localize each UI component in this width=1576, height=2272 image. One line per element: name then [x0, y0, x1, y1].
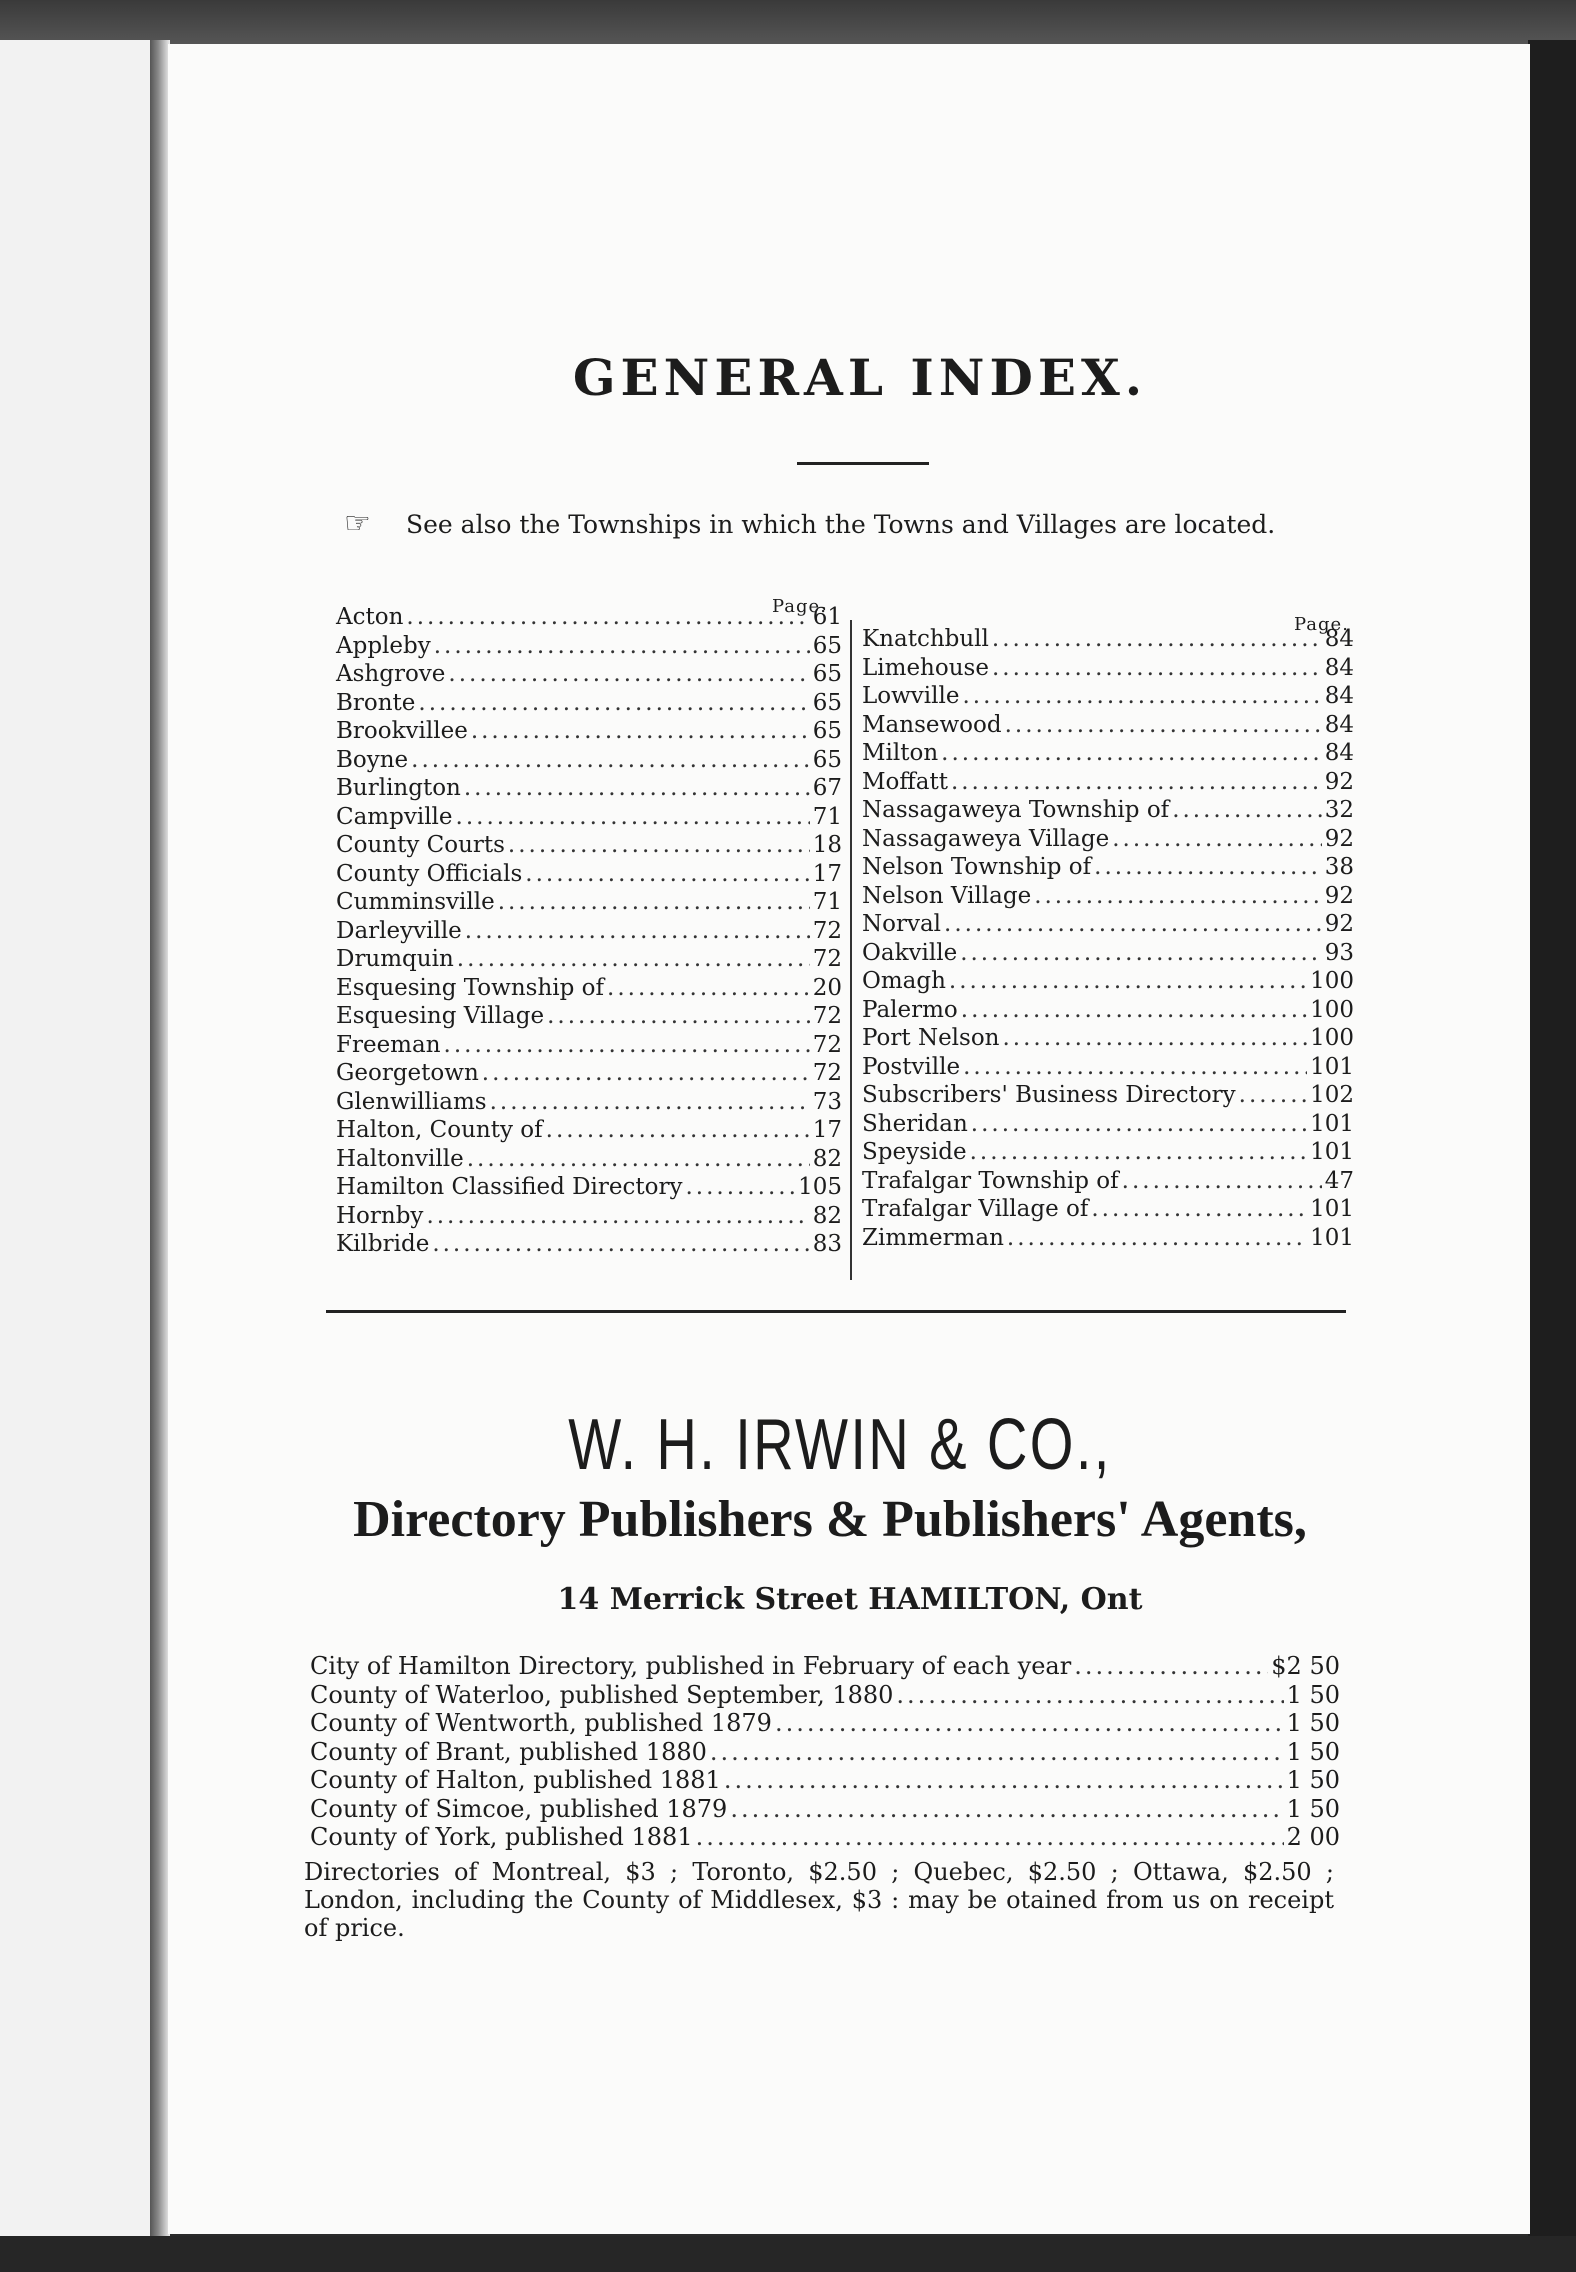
index-entry-name: Speyside: [862, 1139, 967, 1165]
index-entry-value: 18: [812, 832, 842, 858]
leader-dots: [607, 975, 810, 1001]
index-entry: [862, 1111, 1354, 1140]
index-entry: [336, 1003, 842, 1032]
index-entry-value: 72: [812, 1003, 842, 1029]
index-entry: [862, 683, 1354, 712]
index-entry: [862, 740, 1354, 769]
leader-dots: [471, 718, 810, 744]
page-header-right: Page.: [1294, 614, 1349, 635]
index-entry: [862, 712, 1354, 741]
index-entry-name: Hamilton Classified Directory: [336, 1174, 683, 1200]
directory-entry-value: 1 50: [1286, 1794, 1340, 1823]
index-entry-value: 17: [812, 1117, 842, 1143]
leader-dots: [992, 655, 1322, 681]
index-entry-name: Acton: [336, 604, 404, 630]
leader-dots: [685, 1174, 795, 1200]
index-entry-value: 65: [812, 746, 842, 773]
index-entry-name: Zimmerman: [862, 1224, 1004, 1251]
index-entry-value: 65: [812, 661, 842, 687]
index-entry-value: 101: [1310, 1053, 1354, 1080]
index-entry-value: 100: [1310, 996, 1354, 1023]
book-binding: [150, 40, 170, 2240]
index-entry-value: 84: [1324, 711, 1354, 738]
index-entry-value: 82: [812, 1202, 842, 1229]
leader-dots: [546, 1117, 810, 1143]
index-entry: [862, 769, 1354, 798]
index-entry-name: Nelson Township of: [862, 854, 1092, 880]
leader-dots: [1112, 826, 1321, 852]
directory-entry-name: City of Hamilton Directory, published in February of each year: [310, 1652, 1072, 1680]
leader-dots: [1122, 1168, 1322, 1194]
leader-dots: [971, 1111, 1307, 1137]
leader-dots: [418, 690, 809, 716]
index-entry-value: 72: [812, 1031, 842, 1058]
index-entry-name: Freeman: [336, 1031, 441, 1058]
facing-page-margin: [0, 40, 152, 2240]
directory-entry: [310, 1823, 1340, 1852]
leader-dots: [406, 604, 809, 630]
index-entry-value: 101: [1310, 1110, 1354, 1137]
index-entry-name: Trafalgar Township of: [862, 1167, 1119, 1194]
index-entry-name: Palermo: [862, 996, 958, 1023]
leader-dots: [949, 968, 1307, 994]
index-entry: [862, 883, 1354, 912]
leader-dots: [992, 626, 1322, 652]
index-entry-name: Appleby: [336, 632, 431, 659]
directory-entry-name: County of Halton, published 1881: [310, 1766, 721, 1794]
leader-dots: [444, 1032, 810, 1058]
index-note: [344, 508, 1374, 541]
leader-dots: [962, 683, 1321, 709]
index-entry: [862, 826, 1354, 855]
directory-footer-note: Directories of Montreal, $3 ; Toronto, $2.50 ; Quebec, $2.50 ; Ottawa, $2.50 ; London, including the County of Middlesex, $3 : may be otained from us on receipt of price.: [304, 1858, 1334, 1942]
index-entry-name: Postville: [862, 1053, 961, 1080]
index-entry-name: Halton, County of: [336, 1117, 543, 1143]
index-entry-value: 65: [812, 718, 842, 744]
index-entry-name: Burlington: [336, 775, 461, 801]
index-entry: [336, 832, 842, 861]
index-entry-name: Knatchbull: [862, 626, 989, 652]
index-entry-name: County Courts: [336, 832, 505, 858]
directory-entry-value: 1 50: [1286, 1680, 1340, 1709]
index-entry-name: Ashgrove: [336, 661, 446, 687]
index-entry: [336, 604, 842, 633]
leader-dots: [426, 1203, 809, 1229]
leader-dots: [464, 775, 810, 801]
column-divider: [850, 620, 852, 1280]
index-entry-name: Drumquin: [336, 946, 454, 972]
leader-dots: [951, 769, 1322, 795]
leader-dots: [1003, 1025, 1308, 1051]
index-entry-value: 100: [1310, 1025, 1354, 1051]
leader-dots: [1007, 1225, 1307, 1251]
index-entry: [336, 775, 842, 804]
index-entry-name: Port Nelson: [862, 1025, 1000, 1051]
directory-entry-value: $2 50: [1271, 1652, 1340, 1680]
index-entry: [336, 1060, 842, 1089]
index-entry: [336, 1032, 842, 1061]
index-entry-name: Haltonville: [336, 1145, 464, 1172]
index-entry-name: County Officials: [336, 860, 523, 887]
index-entry-value: 65: [812, 632, 842, 659]
leader-dots: [730, 1795, 1283, 1823]
directory-entry-name: County of York, published 1881: [310, 1823, 693, 1851]
index-entry: [336, 1117, 842, 1146]
index-entry-name: Esquesing Village: [336, 1003, 545, 1029]
index-entry: [862, 1196, 1354, 1225]
index-entry-value: 82: [812, 1145, 842, 1172]
leader-dots: [467, 1146, 810, 1172]
index-entry: [862, 1082, 1354, 1111]
directory-entry-value: 1 50: [1286, 1709, 1340, 1737]
index-entry: [862, 655, 1354, 684]
leader-dots: [896, 1681, 1283, 1709]
index-entry: [862, 626, 1354, 655]
directory-entry: [310, 1652, 1340, 1681]
index-left-column: [336, 604, 842, 1260]
index-entry-name: Mansewood: [862, 711, 1002, 738]
index-entry-value: 47: [1324, 1167, 1354, 1194]
index-entry: [336, 747, 842, 776]
index-entry-value: 83: [812, 1231, 842, 1257]
directory-entry-value: 1 50: [1286, 1766, 1340, 1794]
index-entry-value: 105: [798, 1174, 842, 1200]
index-entry: [862, 1139, 1354, 1168]
index-entry-value: 61: [812, 604, 842, 630]
index-entry-name: Boyne: [336, 746, 409, 773]
leader-dots: [970, 1139, 1308, 1165]
index-entry: [862, 940, 1354, 969]
directory-entry: [310, 1766, 1340, 1795]
index-entry-name: Oakville: [862, 939, 958, 966]
directory-entry: [310, 1795, 1340, 1824]
leader-dots: [1239, 1082, 1307, 1108]
scan-right-edge: [1528, 40, 1576, 2272]
page-header-left: Page.: [772, 596, 827, 617]
leader-dots: [456, 804, 810, 830]
index-entry-value: 67: [812, 775, 842, 801]
index-entry-value: 32: [1324, 797, 1354, 823]
index-entry-value: 93: [1324, 939, 1354, 966]
leader-dots: [482, 1060, 810, 1086]
leader-dots: [775, 1709, 1284, 1737]
company-address: 14 Merrick Street HAMILTON, Ont: [557, 1582, 1143, 1617]
index-entry-value: 84: [1324, 683, 1354, 709]
index-entry-name: Moffatt: [862, 768, 948, 795]
index-entry-value: 92: [1324, 825, 1354, 852]
leader-dots: [411, 747, 810, 773]
index-entry-name: Nelson Village: [862, 882, 1032, 909]
index-title: GENERAL INDEX.: [572, 348, 1148, 407]
leader-dots: [710, 1738, 1284, 1766]
index-entry-value: 92: [1324, 768, 1354, 795]
index-entry: [336, 1089, 842, 1118]
directory-entry-value: 1 50: [1286, 1737, 1340, 1766]
leader-dots: [963, 1054, 1307, 1080]
directory-entry: [310, 1709, 1340, 1738]
index-entry: [862, 968, 1354, 997]
index-entry: [336, 1203, 842, 1232]
index-entry-value: 84: [1324, 740, 1354, 766]
leader-dots: [961, 997, 1307, 1023]
index-entry-name: Georgetown: [336, 1060, 479, 1086]
leader-dots: [465, 918, 810, 944]
leader-dots: [941, 740, 1322, 766]
pointing-hand-icon: ☞: [344, 506, 371, 541]
index-entry-name: Subscribers' Business Directory: [862, 1082, 1236, 1108]
directory-entry-name: County of Waterloo, published September, 1880: [310, 1680, 894, 1709]
index-entry-value: 72: [812, 1060, 842, 1086]
index-entry-value: 20: [812, 974, 842, 1001]
index-entry-value: 65: [812, 689, 842, 716]
index-note-text: See also the Townships in which the Towns and Villages are located.: [406, 510, 1276, 539]
index-entry: [336, 946, 842, 975]
directory-entry-name: County of Brant, published 1880: [310, 1737, 707, 1766]
section-rule: [326, 1310, 1346, 1313]
scan-bottom-edge: [0, 2236, 1576, 2272]
index-entry: [862, 854, 1354, 883]
index-entry-name: Hornby: [336, 1202, 424, 1229]
company-name: W. H. IRWIN & CO.,: [568, 1405, 1112, 1485]
index-entry: [862, 1025, 1354, 1054]
index-entry: [336, 918, 842, 947]
index-entry-value: 72: [812, 917, 842, 944]
index-entry-name: Darleyville: [336, 917, 462, 944]
leader-dots: [498, 889, 810, 915]
index-entry-value: 102: [1310, 1082, 1354, 1108]
index-entry: [336, 889, 842, 918]
index-entry-name: Cumminsville: [336, 889, 495, 915]
index-entry-name: Norval: [862, 911, 942, 937]
index-entry-name: Sheridan: [862, 1110, 968, 1137]
leader-dots: [432, 1231, 809, 1257]
index-entry: [336, 1146, 842, 1175]
index-entry-name: Kilbride: [336, 1231, 430, 1257]
index-entry: [336, 661, 842, 690]
index-entry-value: 92: [1324, 882, 1354, 909]
index-entry-value: 71: [812, 803, 842, 830]
index-entry-name: Glenwilliams: [336, 1088, 487, 1115]
leader-dots: [960, 940, 1322, 966]
leader-dots: [490, 1089, 810, 1115]
index-entry-name: Milton: [862, 740, 939, 766]
index-entry: [336, 1174, 842, 1203]
index-entry-value: 72: [812, 946, 842, 972]
leader-dots: [1094, 854, 1322, 880]
index-entry-name: Nassagaweya Village: [862, 825, 1110, 852]
index-entry: [336, 1231, 842, 1260]
index-entry: [336, 633, 842, 662]
leader-dots: [1005, 712, 1322, 738]
index-entry-name: Nassagaweya Township of: [862, 797, 1170, 823]
leader-dots: [724, 1766, 1284, 1794]
company-tagline: Directory Publishers & Publishers' Agents,: [353, 1491, 1307, 1548]
leader-dots: [457, 946, 810, 972]
index-entry: [862, 997, 1354, 1026]
index-entry-value: 92: [1324, 911, 1354, 937]
index-entry-name: Campville: [336, 803, 453, 830]
directory-entry: [310, 1738, 1340, 1767]
index-entry: [336, 861, 842, 890]
index-entry-value: 38: [1324, 854, 1354, 880]
leader-dots: [1172, 797, 1322, 823]
leader-dots: [434, 633, 810, 659]
index-entry-name: Limehouse: [862, 654, 989, 681]
index-entry: [336, 804, 842, 833]
leader-dots: [508, 832, 810, 858]
index-entry-name: Esquesing Township of: [336, 974, 605, 1001]
index-entry-value: 101: [1310, 1196, 1354, 1222]
leader-dots: [525, 861, 809, 887]
index-entry: [862, 1054, 1354, 1083]
index-entry-name: Omagh: [862, 968, 946, 994]
index-entry-value: 100: [1310, 968, 1354, 994]
index-entry: [862, 797, 1354, 826]
directory-entry-value: 2 00: [1286, 1823, 1340, 1851]
index-entry-value: 71: [812, 889, 842, 915]
directory-entry: [310, 1681, 1340, 1710]
leader-dots: [1074, 1652, 1268, 1680]
index-entry-name: Trafalgar Village of: [862, 1196, 1089, 1222]
directory-entry-name: County of Wentworth, published 1879: [310, 1709, 772, 1737]
leader-dots: [944, 911, 1322, 937]
index-entry-name: Lowville: [862, 683, 960, 709]
index-entry: [336, 690, 842, 719]
directory-price-list: [310, 1652, 1340, 1852]
index-entry: [862, 1168, 1354, 1197]
index-entry: [862, 911, 1354, 940]
index-entry-value: 84: [1324, 654, 1354, 681]
index-entry-value: 84: [1324, 626, 1354, 652]
leader-dots: [448, 661, 809, 687]
index-entry-name: Bronte: [336, 689, 416, 716]
leader-dots: [1091, 1196, 1307, 1222]
index-right-column: [862, 626, 1354, 1253]
index-entry-value: 101: [1310, 1224, 1354, 1251]
index-entry-value: 17: [812, 860, 842, 887]
index-entry-name: Brookvillee: [336, 718, 468, 744]
index-entry-value: 101: [1310, 1139, 1354, 1165]
index-entry: [336, 975, 842, 1004]
index-entry-value: 73: [812, 1088, 842, 1115]
title-rule: [797, 462, 929, 465]
leader-dots: [1034, 883, 1322, 909]
index-entry: [336, 718, 842, 747]
index-entry: [862, 1225, 1354, 1254]
directory-entry-name: County of Simcoe, published 1879: [310, 1794, 728, 1823]
leader-dots: [547, 1003, 810, 1029]
leader-dots: [696, 1823, 1284, 1851]
